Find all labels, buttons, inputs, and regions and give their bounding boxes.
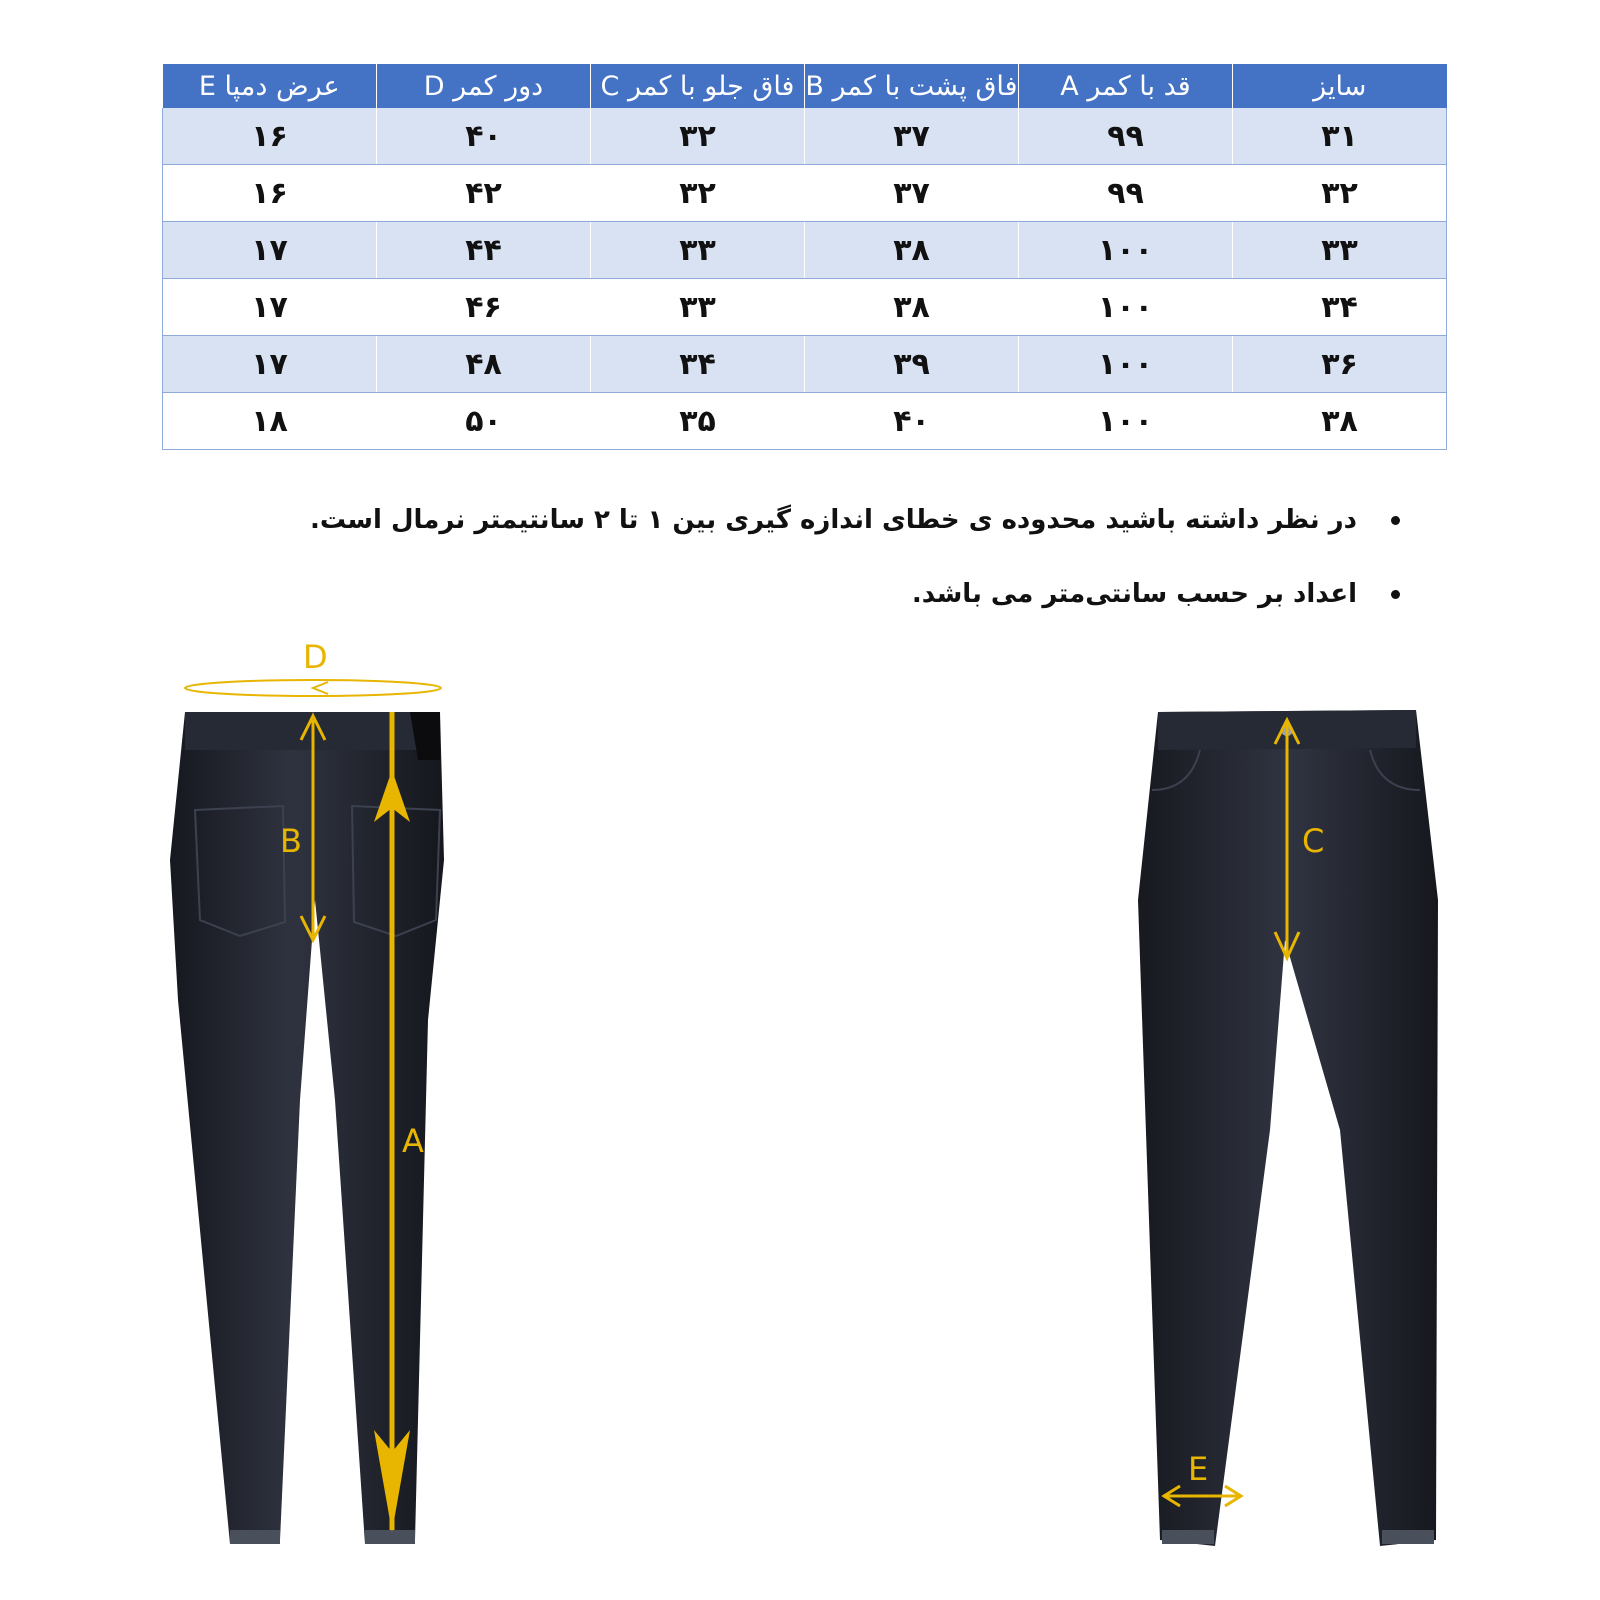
cell: ۳۳ [591, 279, 805, 336]
header-back-rise-b: فاق پشت با کمر B [805, 64, 1019, 108]
marker-label-c: C [1302, 822, 1325, 860]
cell: ۴۲ [377, 165, 591, 222]
cell: ۴۰ [805, 393, 1019, 450]
cell: ۴۰ [377, 108, 591, 165]
marker-label-e: E [1188, 1450, 1209, 1488]
note-text: اعداد بر حسب سانتی‌متر می باشد. [911, 579, 1357, 609]
cell: ۴۶ [377, 279, 591, 336]
cell: ۳۷ [805, 165, 1019, 222]
cell: ۴۸ [377, 336, 591, 393]
marker-label-d: D [303, 638, 328, 676]
cell: ۱۷ [163, 336, 377, 393]
cell: ۱۸ [163, 393, 377, 450]
cell: ۱۶ [163, 108, 377, 165]
cell: ۳۶ [1233, 336, 1447, 393]
header-front-rise-c: فاق جلو با کمر C [591, 64, 805, 108]
cell: ۹۹ [1019, 108, 1233, 165]
marker-label-b: B [280, 822, 302, 860]
cell: ۳۲ [1233, 165, 1447, 222]
waist-d-marker [185, 638, 441, 696]
cell: ۳۹ [805, 336, 1019, 393]
cell: ۳۲ [591, 108, 805, 165]
cell: ۳۴ [591, 336, 805, 393]
note-text: در نظر داشته باشید محدوده ی خطای اندازه گیری بین ۱ تا ۲ سانتیمتر نرمال است. [310, 505, 1357, 535]
cell: ۱۰۰ [1019, 336, 1233, 393]
header-hem-e: عرض دمپا E [163, 64, 377, 108]
cell: ۳۸ [805, 222, 1019, 279]
cell: ۳۱ [1233, 108, 1447, 165]
marker-label-a: A [402, 1122, 424, 1160]
cell: ۵۰ [377, 393, 591, 450]
cell: ۳۲ [591, 165, 805, 222]
cell: ۳۵ [591, 393, 805, 450]
cell: ۱۰۰ [1019, 279, 1233, 336]
cell: ۳۴ [1233, 279, 1447, 336]
cell: ۱۷ [163, 222, 377, 279]
cell: ۱۰۰ [1019, 393, 1233, 450]
header-length-a: قد با کمر A [1019, 64, 1233, 108]
cell: ۱۰۰ [1019, 222, 1233, 279]
header-size: سایز [1233, 64, 1447, 108]
cell: ۳۳ [1233, 222, 1447, 279]
cell: ۳۳ [591, 222, 805, 279]
cell: ۹۹ [1019, 165, 1233, 222]
header-waist-d: دور کمر D [377, 64, 591, 108]
cell: ۱۶ [163, 165, 377, 222]
cell: ۳۷ [805, 108, 1019, 165]
cell: ۱۷ [163, 279, 377, 336]
cell: ۳۸ [805, 279, 1019, 336]
cell: ۳۸ [1233, 393, 1447, 450]
cell: ۴۴ [377, 222, 591, 279]
